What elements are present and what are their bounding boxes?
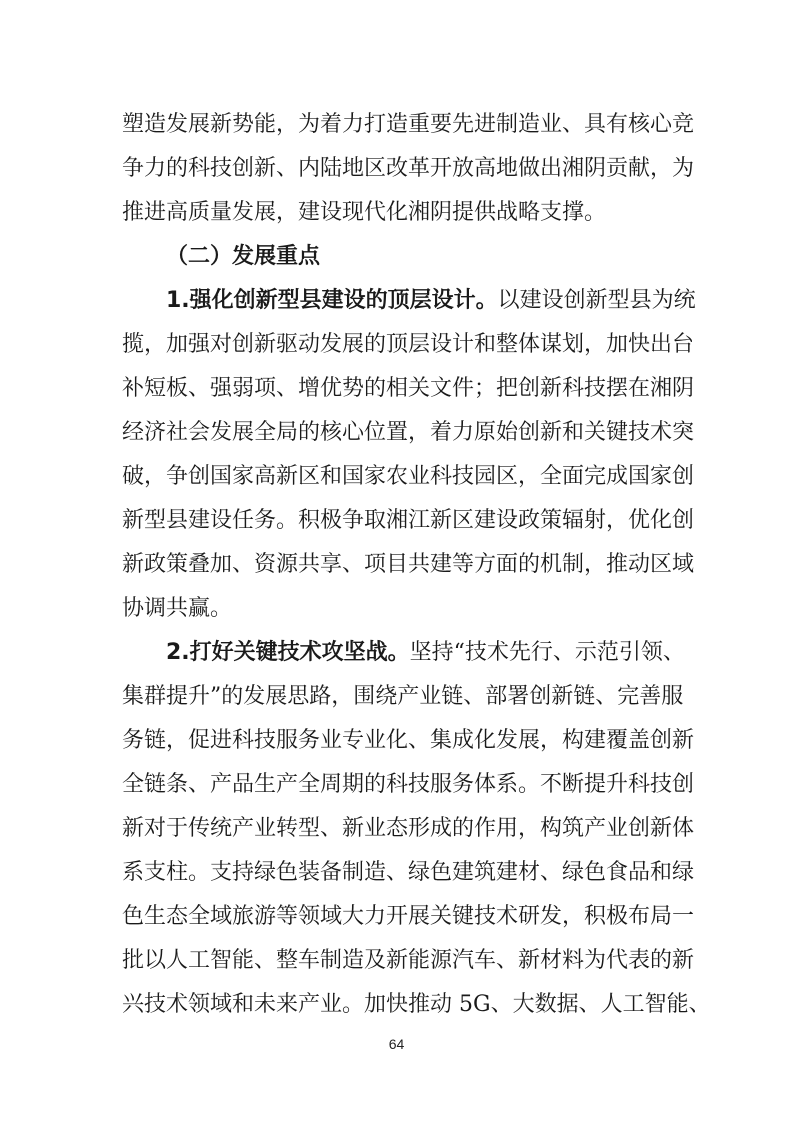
item2-line: 新对于传统产业转型、新业态形成的作用，构筑产业创新体 — [122, 816, 695, 841]
item2-line: 全链条、产品生产全周期的科技服务体系。不断提升科技创 — [122, 772, 695, 797]
item1-line: 补短板、强弱项、增优势的相关文件；把创新科技摆在湘阴 — [122, 376, 695, 401]
item2-line: 集群提升”的发展思路，围绕产业链、部署创新链、完善服 — [122, 684, 684, 709]
item1-first-line — [166, 279, 696, 323]
item2-line: 批以人工智能、整车制造及新能源汽车、新材料为代表的新 — [122, 948, 695, 973]
item2-line: 色生态全域旅游等领域大力开展关键技术研发，积极布局一 — [122, 904, 695, 929]
item1-line: 协调共赢。 — [122, 596, 233, 621]
item1-line: 揽，加强对创新驱动发展的顶层设计和整体谋划，加快出台 — [122, 332, 695, 357]
item2-line: 兴技术领域和未来产业。加快推动 5G、大数据、人工智能、 — [122, 992, 711, 1017]
item2-first-line — [166, 631, 685, 675]
item2-line: 系支柱。支持绿色装备制造、绿色建筑建材、绿色食品和绿 — [122, 860, 695, 885]
item1-line: 经济社会发展全局的核心位置，着力原始创新和关键技术突 — [122, 420, 695, 445]
item1-line: 新型县建设任务。积极争取湘江新区建设政策辐射，优化创 — [122, 508, 695, 533]
intro-line-3: 推进高质量发展，建设现代化湘阴提供战略支撑。 — [122, 200, 607, 225]
item2-line: 务链，促进科技服务业专业化、集成化发展，构建覆盖创新 — [122, 728, 695, 753]
item1-title: 1.强化创新型县建设的顶层设计。 — [166, 288, 498, 313]
intro-line-1: 塑造发展新势能，为着力打造重要先进制造业、具有核心竞 — [122, 112, 695, 137]
item2-title: 2.打好关键技术攻坚战。 — [166, 640, 410, 665]
intro-line-2: 争力的科技创新、内陆地区改革开放高地做出湘阴贡献，为 — [122, 156, 695, 181]
page-number: 64 — [388, 1036, 405, 1052]
item2-first-line-rest: 坚持“技术先行、示范引领、 — [409, 640, 685, 665]
item1-first-line-rest: 以建设创新型县为统 — [497, 288, 696, 313]
item1-line: 新政策叠加、资源共享、项目共建等方面的机制，推动区域 — [122, 552, 695, 577]
item1-line: 破，争创国家高新区和国家农业科技园区，全面完成国家创 — [122, 464, 695, 489]
section-heading: （二）发展重点 — [166, 244, 321, 269]
